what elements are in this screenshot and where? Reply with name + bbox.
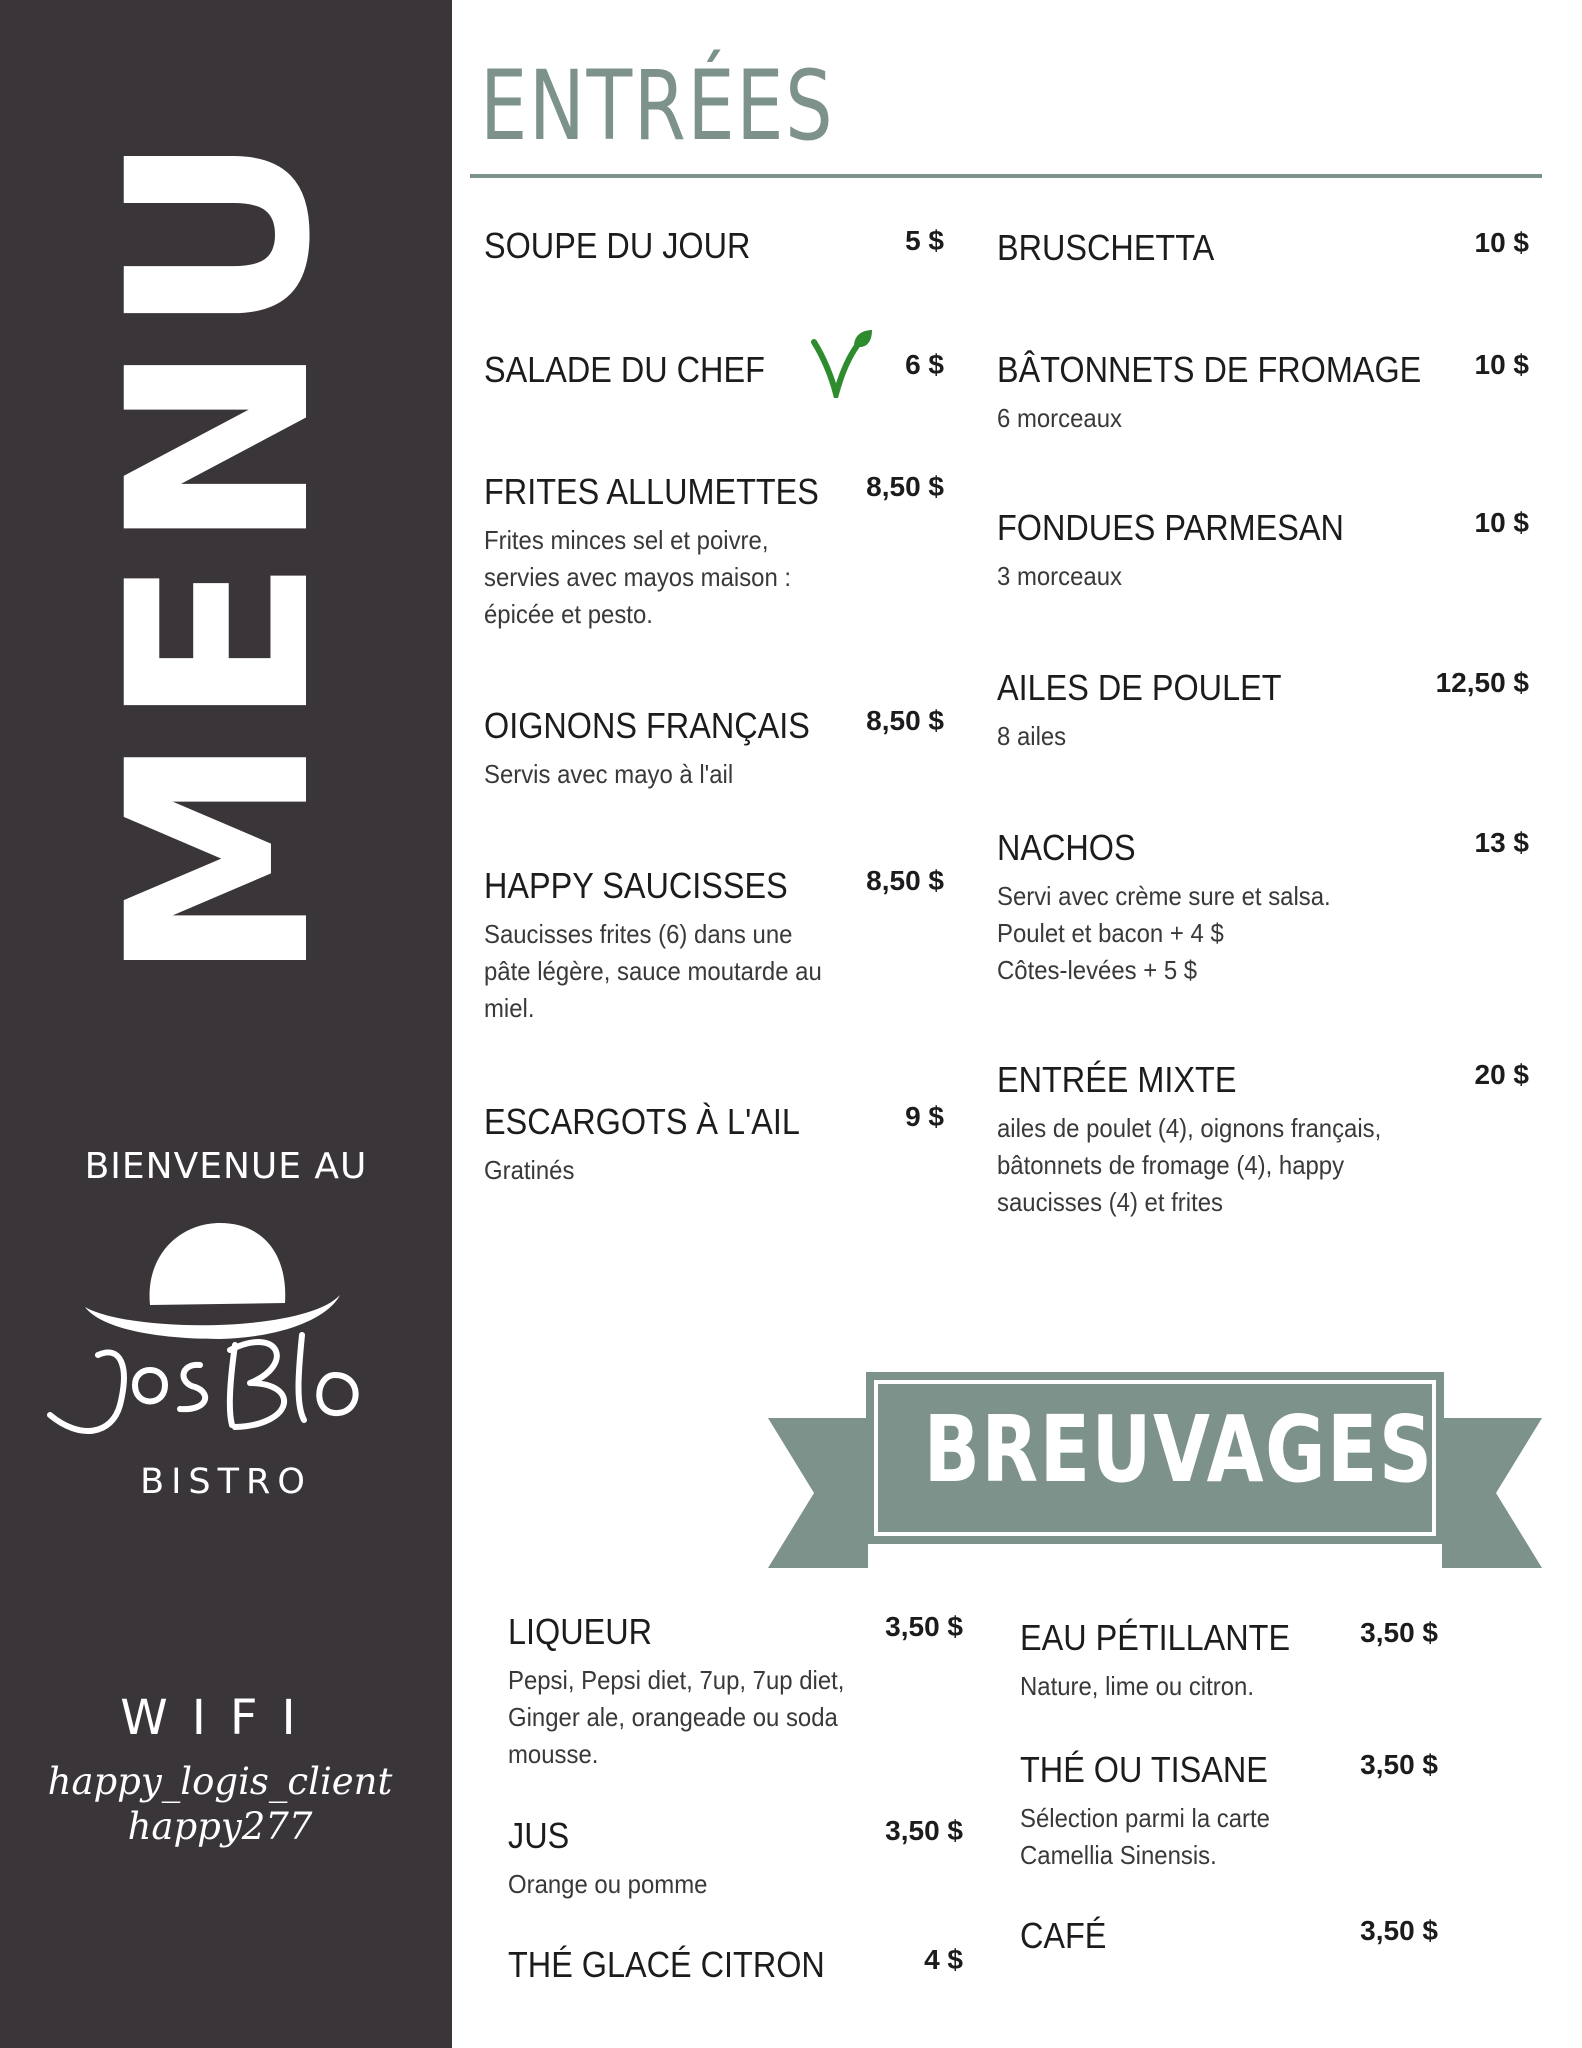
item-name: CAFÉ: [1020, 1915, 1107, 1956]
wifi-ssid: happy_logis_client: [47, 1760, 393, 1803]
menu-item: [997, 507, 1529, 591]
item-description: Saucisses frites (6) dans une: [484, 919, 793, 949]
item-description: épicée et pesto.: [484, 599, 653, 629]
item-name: BRUSCHETTA: [997, 227, 1215, 268]
item-price: 13 $: [1474, 827, 1529, 858]
menu-item: [508, 1611, 963, 1769]
sidebar: [0, 0, 452, 2048]
item-price: 20 $: [1474, 1059, 1529, 1090]
menu-item: [484, 350, 944, 410]
item-price: 8,50 $: [866, 865, 944, 896]
item-name: SOUPE DU JOUR: [484, 225, 751, 266]
bowler-hat-icon: [150, 1223, 286, 1305]
menu-vertical-title: MENU: [74, 127, 365, 983]
vegetarian-v-icon: [810, 328, 874, 398]
item-price: 3,50 $: [885, 1611, 963, 1642]
item-description: Pepsi, Pepsi diet, 7up, 7up diet,: [508, 1665, 845, 1695]
menu-item: [997, 827, 1529, 985]
item-name: SALADE DU CHEF: [484, 349, 765, 390]
wifi-password: happy277: [127, 1805, 313, 1848]
item-price: 8,50 $: [866, 705, 944, 736]
item-description: pâte légère, sauce moutarde au: [484, 956, 822, 986]
item-description: Camellia Sinensis.: [1020, 1840, 1217, 1870]
item-description: mousse.: [508, 1739, 599, 1769]
item-description: servies avec mayos maison :: [484, 562, 792, 592]
item-description: Côtes-levées + 5 $: [997, 955, 1198, 985]
item-price: 8,50 $: [866, 471, 944, 502]
item-price: 12,50 $: [1435, 667, 1529, 698]
item-description: Poulet et bacon + 4 $: [997, 918, 1224, 948]
item-description: miel.: [484, 993, 535, 1023]
item-name: THÉ OU TISANE: [1020, 1749, 1268, 1790]
bistro-label: BISTRO: [140, 1462, 312, 1502]
item-name: FONDUES PARMESAN: [997, 507, 1344, 548]
menu-item: [997, 228, 1529, 288]
item-name: LIQUEUR: [508, 1611, 653, 1652]
item-description: Servis avec mayo à l'ail: [484, 759, 734, 789]
item-name: ESCARGOTS À L'AIL: [484, 1101, 800, 1142]
item-name: EAU PÉTILLANTE: [1020, 1617, 1291, 1658]
menu-item: [484, 865, 944, 1023]
menu-item: [1020, 1916, 1438, 1976]
menu-item: [1020, 1617, 1438, 1701]
item-description: ailes de poulet (4), oignons français,: [997, 1113, 1382, 1143]
entrees-divider: [470, 174, 1542, 178]
item-price: 4 $: [924, 1944, 963, 1975]
item-price: 9 $: [905, 1101, 944, 1132]
menu-item: [997, 1059, 1529, 1217]
item-description: Orange ou pomme: [508, 1869, 708, 1899]
item-description: Servi avec crème sure et salsa.: [997, 881, 1331, 911]
menu-item: [997, 667, 1529, 751]
item-description: bâtonnets de fromage (4), happy: [997, 1150, 1345, 1180]
item-name: THÉ GLACÉ CITRON: [508, 1944, 825, 1985]
item-description: saucisses (4) et frites: [997, 1187, 1223, 1217]
menu-item: [1020, 1749, 1438, 1870]
item-description: Ginger ale, orangeade ou soda: [508, 1702, 838, 1732]
item-name: AILES DE POULET: [997, 667, 1282, 708]
menu-item: [484, 226, 944, 286]
item-description: Frites minces sel et poivre,: [484, 525, 769, 555]
item-description: 3 morceaux: [997, 561, 1122, 591]
item-description: Gratinés: [484, 1155, 575, 1185]
menu-item: [484, 471, 944, 629]
item-name: NACHOS: [997, 827, 1136, 868]
item-name: JUS: [508, 1815, 570, 1856]
item-price: 3,50 $: [1360, 1749, 1438, 1780]
item-description: Sélection parmi la carte: [1020, 1803, 1270, 1833]
menu-item: [484, 1101, 944, 1185]
item-price: 6 $: [905, 349, 944, 380]
welcome-text: BIENVENUE AU: [84, 1146, 368, 1187]
item-price: 3,50 $: [885, 1815, 963, 1846]
item-description: Nature, lime ou citron.: [1020, 1671, 1254, 1701]
item-price: 5 $: [905, 225, 944, 256]
logo-script-signature: [50, 1335, 356, 1431]
breuvages-title: BREUVAGES: [923, 1396, 1434, 1503]
item-price: 10 $: [1474, 227, 1529, 258]
menu-item: [508, 1815, 963, 1899]
item-description: 8 ailes: [997, 721, 1067, 751]
item-price: 10 $: [1474, 507, 1529, 538]
item-name: ENTRÉE MIXTE: [997, 1059, 1237, 1100]
item-price: 10 $: [1474, 349, 1529, 380]
menu-item: [508, 1945, 963, 2005]
item-name: HAPPY SAUCISSES: [484, 865, 788, 906]
wifi-title: WIFI: [120, 1690, 320, 1746]
jos-blo-logo: [40, 1215, 410, 1445]
item-description: 6 morceaux: [997, 403, 1122, 433]
menu-item: [997, 349, 1529, 433]
item-name: BÂTONNETS DE FROMAGE: [997, 349, 1422, 390]
item-name: FRITES ALLUMETTES: [484, 471, 819, 512]
item-price: 3,50 $: [1360, 1617, 1438, 1648]
item-name: OIGNONS FRANÇAIS: [484, 705, 810, 746]
entrees-title: ENTRÉES: [480, 50, 835, 162]
item-price: 3,50 $: [1360, 1915, 1438, 1946]
menu-item: [484, 705, 944, 789]
